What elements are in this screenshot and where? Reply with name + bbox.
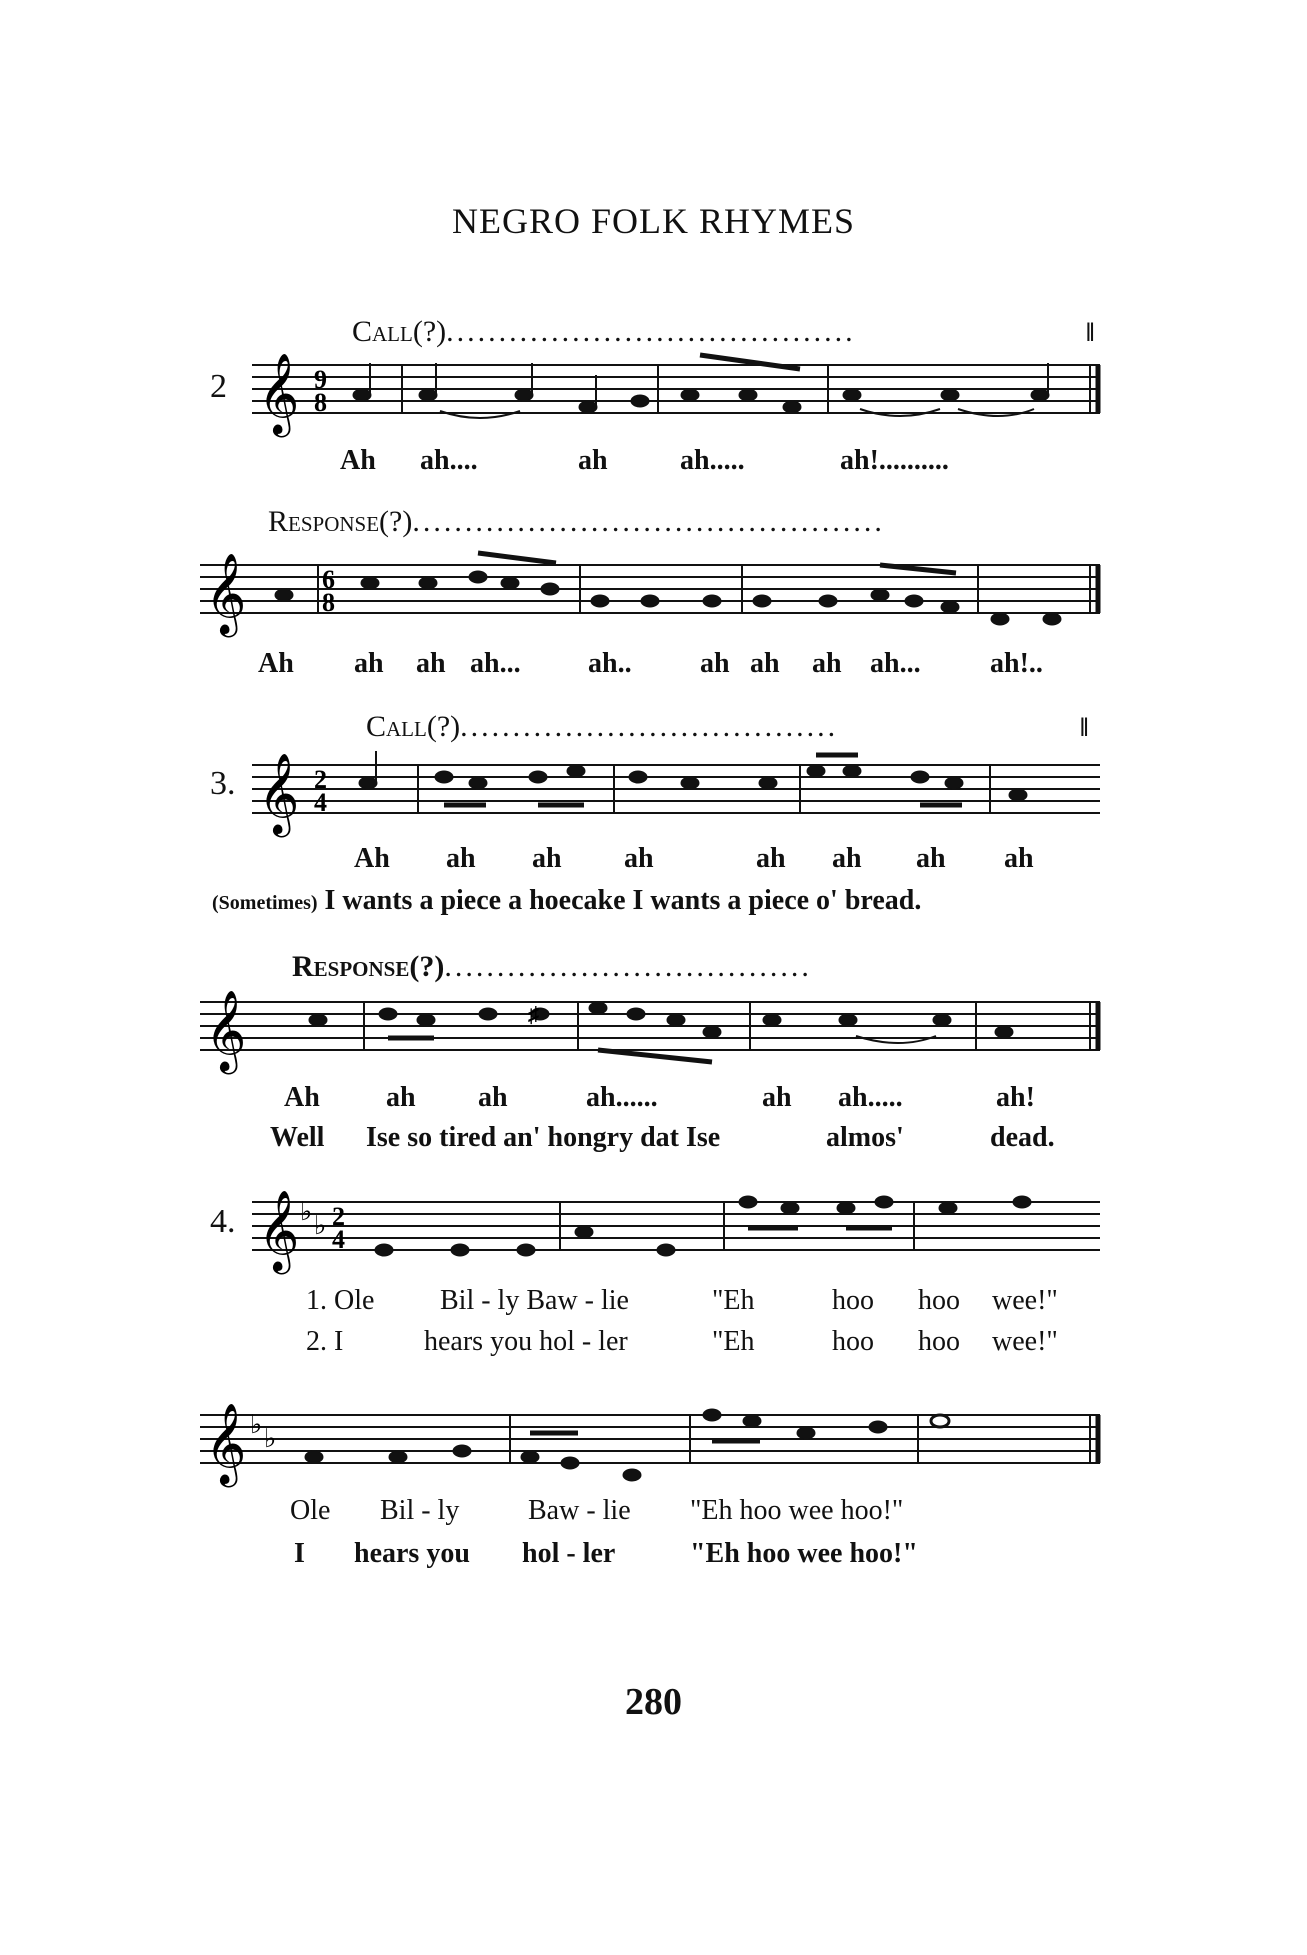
lyric-syllable: "Eh hoo wee hoo!" bbox=[690, 1495, 904, 1526]
lyric-syllable: ah..... bbox=[680, 445, 745, 476]
lyric-syllable: ah bbox=[1004, 843, 1034, 874]
lyric-syllable: ah! bbox=[996, 1082, 1035, 1113]
notes bbox=[309, 1002, 1013, 1038]
lyrics-ex4-verse2 bbox=[0, 1326, 1307, 1366]
lyric-syllable: Ah bbox=[258, 648, 294, 679]
leader-dots: ............................................. bbox=[412, 505, 885, 538]
lyric-syllable: Ah bbox=[284, 1082, 320, 1113]
lyric-syllable: "Eh bbox=[712, 1285, 755, 1316]
staff-lines bbox=[252, 765, 1100, 813]
lyric-syllable: ah bbox=[762, 1082, 792, 1113]
lyric-syllable: ah.. bbox=[588, 648, 632, 679]
lyric-syllable: ah.... bbox=[420, 445, 478, 476]
call-label-text: Call(?) bbox=[366, 710, 461, 743]
lyric-syllable: ah bbox=[750, 648, 780, 679]
leader-dots: ....................................... bbox=[446, 315, 856, 348]
call-label-text: Call(?) bbox=[352, 315, 447, 348]
repeat-mark: ‖ bbox=[1086, 318, 1095, 347]
lyrics-ex4-line2-verse2 bbox=[0, 1538, 1307, 1578]
staff-lines bbox=[200, 1002, 1100, 1050]
treble-clef-icon: 𝄞 bbox=[258, 356, 300, 433]
lyric-syllable: hears you hol - ler bbox=[424, 1326, 628, 1357]
music-staff-ex4-line2 bbox=[0, 1405, 1307, 1505]
lyric-word: almos' bbox=[826, 1122, 904, 1153]
treble-clef-icon: 𝄞 bbox=[258, 756, 300, 833]
lyrics-ex4-line2-verse1 bbox=[0, 1495, 1307, 1535]
staff-lines bbox=[200, 1415, 1100, 1463]
lyric-syllable: 1. Ole bbox=[306, 1285, 375, 1316]
response-label-ex2 bbox=[268, 505, 885, 539]
lyric-syllable: 2. I bbox=[306, 1326, 344, 1357]
example-number: 2 bbox=[210, 368, 227, 405]
svg-text:4: 4 bbox=[332, 1225, 345, 1254]
lyrics-ex2-response bbox=[0, 648, 1307, 688]
repeat-mark: ‖ bbox=[1080, 713, 1089, 742]
lyric-syllable: Ah bbox=[340, 445, 376, 476]
lyric-syllable: I bbox=[294, 1538, 305, 1569]
lyric-syllable: ah... bbox=[470, 648, 521, 679]
music-staff-ex4-line1 bbox=[0, 1192, 1307, 1292]
lyric-syllable: hoo bbox=[918, 1285, 960, 1316]
music-staff-ex3-call bbox=[0, 755, 1307, 855]
lyric-syllable: hoo bbox=[832, 1285, 874, 1316]
lyric-syllable: ah bbox=[916, 843, 946, 874]
lyric-syllable: "Eh hoo wee hoo!" bbox=[690, 1538, 918, 1569]
treble-clef-icon: 𝄞 bbox=[205, 556, 247, 633]
svg-text:4: 4 bbox=[314, 788, 327, 817]
lyric-syllable: hoo bbox=[918, 1326, 960, 1357]
lyric-syllable: ah bbox=[832, 843, 862, 874]
time-signature: 2 bbox=[314, 765, 327, 794]
lyric-syllable: ah bbox=[354, 648, 384, 679]
example-number: 4. bbox=[210, 1203, 236, 1240]
lyric-syllable: wee!" bbox=[992, 1326, 1058, 1357]
flat-icon: ♭ bbox=[300, 1197, 313, 1226]
lyrics-ex2-call bbox=[0, 445, 1307, 485]
lyric-syllable: "Eh bbox=[712, 1326, 755, 1357]
flat-icon: ♭ bbox=[250, 1410, 263, 1439]
lyric-word: dead. bbox=[990, 1122, 1055, 1153]
lyric-syllable: ah... bbox=[870, 648, 921, 679]
time-signature: 9 bbox=[314, 365, 327, 394]
music-staff-ex3-response bbox=[0, 992, 1307, 1092]
lyric-syllable: ah bbox=[416, 648, 446, 679]
lyrics-ex3-response-text bbox=[0, 1122, 1307, 1162]
flat-icon: ♭ bbox=[314, 1211, 327, 1240]
lyric-syllable: hoo bbox=[832, 1326, 874, 1357]
lyric-syllable: ah bbox=[386, 1082, 416, 1113]
lyric-syllable: ah bbox=[478, 1082, 508, 1113]
lyric-syllable: Bil - ly bbox=[380, 1495, 460, 1526]
response-label-text: Response(?) bbox=[268, 505, 413, 538]
sometimes-text: I wants a piece a hoecake I wants a piece o' bread. bbox=[324, 885, 922, 916]
treble-clef-icon: 𝄞 bbox=[205, 993, 247, 1070]
lyric-word: Well bbox=[270, 1122, 325, 1153]
lyric-syllable: ah bbox=[700, 648, 730, 679]
notes bbox=[275, 571, 1061, 625]
lyric-word: Ise so tired an' hongry dat Ise bbox=[366, 1122, 721, 1153]
treble-clef-icon: 𝄞 bbox=[205, 1406, 247, 1483]
svg-text:8: 8 bbox=[314, 388, 327, 417]
lyrics-ex3-response bbox=[0, 1082, 1307, 1122]
page-number: 280 bbox=[625, 1681, 682, 1723]
lyric-syllable: Ole bbox=[290, 1495, 331, 1526]
lyric-syllable: ah bbox=[446, 843, 476, 874]
lyric-syllable: ah..... bbox=[838, 1082, 903, 1113]
svg-text:8: 8 bbox=[322, 588, 335, 617]
example-number: 3. bbox=[210, 765, 236, 802]
lyric-syllable: Bil - ly Baw - lie bbox=[440, 1285, 629, 1316]
lyric-syllable: ah bbox=[812, 648, 842, 679]
sharp-icon: ♯ bbox=[528, 1002, 539, 1027]
lyric-syllable: ah!.. bbox=[990, 648, 1043, 679]
lyric-syllable: Ah bbox=[354, 843, 390, 874]
flat-icon: ♭ bbox=[264, 1424, 277, 1453]
lyric-syllable: ah bbox=[578, 445, 608, 476]
lyric-syllable: ah bbox=[532, 843, 562, 874]
staff-lines bbox=[252, 1202, 1100, 1250]
lyric-syllable: Baw - lie bbox=[528, 1495, 631, 1526]
page-title: NEGRO FOLK RHYMES bbox=[451, 201, 856, 241]
lyric-syllable: hol - ler bbox=[522, 1538, 616, 1569]
lyrics-ex4-verse1 bbox=[0, 1285, 1307, 1325]
time-signature: 6 bbox=[322, 565, 335, 594]
notes bbox=[305, 1409, 949, 1481]
lyric-syllable: ah!.......... bbox=[840, 445, 949, 476]
call-label-ex2 bbox=[352, 315, 856, 349]
response-label-ex3 bbox=[292, 950, 812, 984]
music-staff-ex2-call bbox=[0, 355, 1307, 455]
lyric-syllable: ah...... bbox=[586, 1082, 658, 1113]
lyrics-ex3-call bbox=[0, 843, 1307, 883]
music-staff-ex2-response bbox=[0, 555, 1307, 655]
lyric-syllable: hears you bbox=[354, 1538, 470, 1569]
staff-lines bbox=[252, 365, 1100, 413]
lyric-syllable: ah bbox=[624, 843, 654, 874]
treble-clef-icon: 𝄞 bbox=[258, 1193, 300, 1270]
lyric-syllable: ah bbox=[756, 843, 786, 874]
time-signature: 2 bbox=[332, 1202, 345, 1231]
response-label-text: Response(?) bbox=[292, 950, 445, 983]
call-label-ex3 bbox=[366, 710, 838, 744]
sometimes-label: (Sometimes) bbox=[212, 892, 318, 914]
lyric-syllable: wee!" bbox=[992, 1285, 1058, 1316]
leader-dots: ................................... bbox=[444, 950, 812, 983]
sometimes-line bbox=[212, 885, 921, 917]
leader-dots: .................................... bbox=[460, 710, 839, 743]
